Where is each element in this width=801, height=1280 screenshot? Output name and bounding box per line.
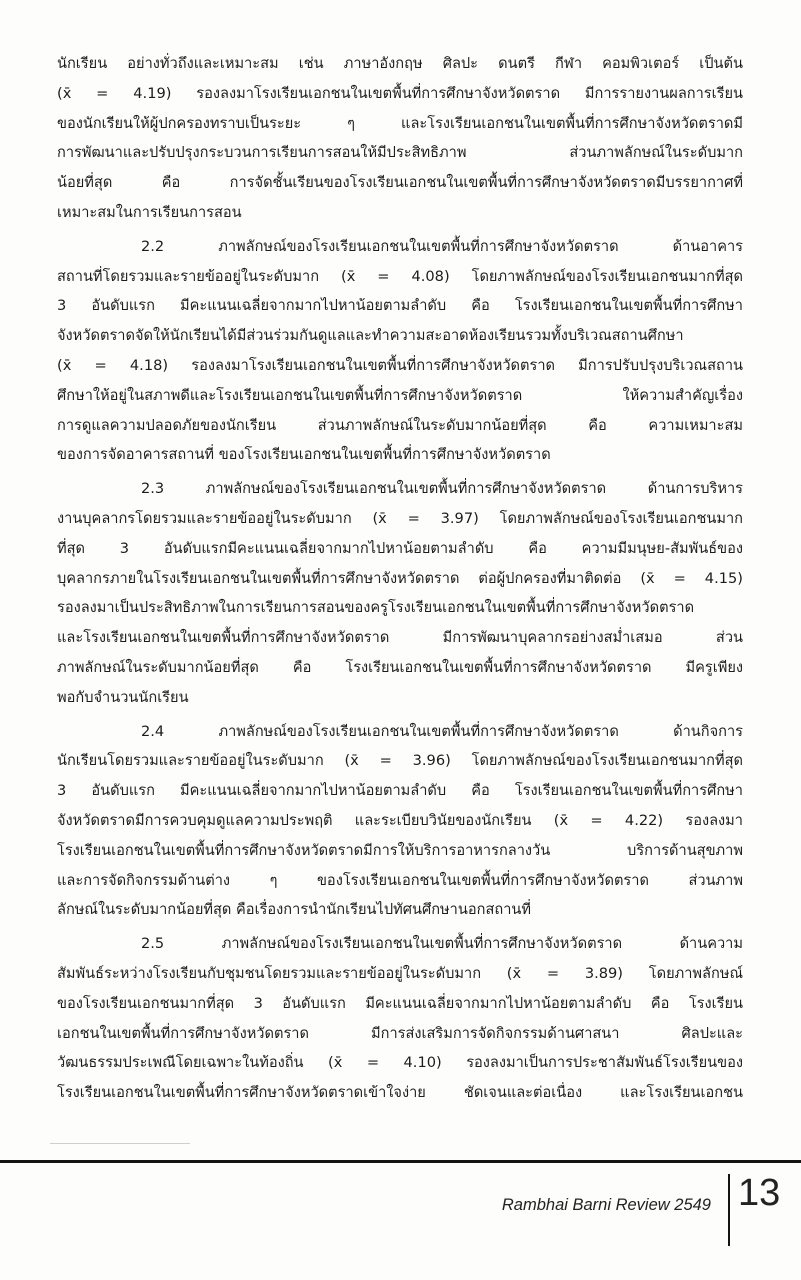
body-line: การพัฒนาและปรับปรุงกระบวนการเรียนการสอนให้มีประสิทธิภาพ ส่วนภาพลักษณ์ในระดับมาก: [57, 144, 743, 162]
body-line: สัมพันธ์ระหว่างโรงเรียนกับชุมชนโดยรวมและรายข้ออยู่ในระดับมาก (x̄ = 3.89) โดยภาพลักษณ์: [57, 964, 743, 982]
body-text: [57, 49, 743, 1108]
body-line: และโรงเรียนเอกชนในเขตพื้นที่การศึกษาจังหวัดตราด มีการพัฒนาบุคลากรอย่างสม่ำเสมอ ส่วน: [57, 629, 743, 647]
footer-divider: [728, 1174, 730, 1246]
body-line: โรงเรียนเอกชนในเขตพื้นที่การศึกษาจังหวัดตราดมีการให้บริการอาหารกลางวัน บริการด้านสุขภาพ: [57, 841, 743, 859]
scan-mark: [50, 1143, 190, 1144]
section-heading-2-2: 2.2 ภาพลักษณ์ของโรงเรียนเอกชนในเขตพื้นที่การศึกษาจังหวัดตราด ด้านอาคาร: [141, 237, 743, 255]
body-line: รองลงมาเป็นประสิทธิภาพในการเรียนการสอนของครูโรงเรียนเอกชนในเขตพื้นที่การศึกษาจังหวัดตราด: [57, 599, 695, 617]
body-line: นักเรียนโดยรวมและรายข้ออยู่ในระดับมาก (x̄ = 3.96) โดยภาพลักษณ์ของโรงเรียนเอกชนมากที่สุด: [57, 752, 743, 770]
body-line: (x̄ = 4.19) รองลงมาโรงเรียนเอกชนในเขตพื้นที่การศึกษาจังหวัดตราด มีการรายงานผลการเรียน: [57, 84, 743, 102]
body-line: นักเรียน อย่างทั่วถึงและเหมาะสม เช่น ภาษาอังกฤษ ศิลปะ ดนตรี กีฬา คอมพิวเตอร์ เป็นต้น: [57, 55, 743, 72]
body-line: ที่สุด 3 อันดับแรกมีคะแนนเฉลี่ยจากมากไปหาน้อยตามลำดับ คือ ความมีมนุษย-สัมพันธ์ของ: [57, 539, 743, 557]
body-line: เหมาะสมในการเรียนการสอน: [57, 203, 242, 221]
body-line: จังหวัดตราดมีการควบคุมดูแลความประพฤติ และระเบียบวินัยของนักเรียน (x̄ = 4.22) รองลงมา: [57, 811, 743, 829]
journal-title: Rambhai Barni Review 2549: [501, 1196, 711, 1214]
body-line: ของการจัดอาคารสถานที่ ของโรงเรียนเอกชนในเขตพื้นที่การศึกษาจังหวัดตราด: [57, 446, 551, 464]
section-heading-2-4: 2.4 ภาพลักษณ์ของโรงเรียนเอกชนในเขตพื้นที่การศึกษาจังหวัดตราด ด้านกิจการ: [141, 722, 743, 740]
body-line: งานบุคลากรโดยรวมและรายข้ออยู่ในระดับมาก (x̄ = 3.97) โดยภาพลักษณ์ของโรงเรียนเอกชนมาก: [57, 509, 743, 527]
body-line: ของนักเรียนให้ผู้ปกครองทราบเป็นระยะ ๆ และโรงเรียนเอกชนในเขตพื้นที่การศึกษาจังหวัดตราดมี: [57, 114, 743, 132]
body-line: การดูแลความปลอดภัยของนักเรียน ส่วนภาพลักษณ์ในระดับมากน้อยที่สุด คือ ความเหมาะสม: [57, 416, 743, 434]
body-line: 3 อันดับแรก มีคะแนนเฉลี่ยจากมากไปหาน้อยตามลำดับ คือ โรงเรียนเอกชนในเขตพื้นที่การศึกษา: [57, 297, 743, 315]
body-line: บุคลากรภายในโรงเรียนเอกชนในเขตพื้นที่การศึกษาจังหวัดตราด ต่อผู้ปกครองที่มาติดต่อ (x̄ = 4.15): [57, 569, 743, 587]
body-line: วัฒนธรรมประเพณีโดยเฉพาะในท้องถิ่น (x̄ = 4.10) รองลงมาเป็นการประชาสัมพันธ์โรงเรียนของ: [57, 1054, 743, 1072]
body-line: น้อยที่สุด คือ การจัดชั้นเรียนของโรงเรียนเอกชนในเขตพื้นที่การศึกษาจังหวัดตราดมีบรรยากาศที่: [57, 174, 743, 192]
body-line: (x̄ = 4.18) รองลงมาโรงเรียนเอกชนในเขตพื้นที่การศึกษาจังหวัดตราด มีการปรับปรุงบริเวณสถาน: [57, 356, 743, 374]
body-line: โรงเรียนเอกชนในเขตพื้นที่การศึกษาจังหวัดตราดเข้าใจง่าย ชัดเจนและต่อเนื่อง และโรงเรียนเอกชน: [57, 1084, 743, 1102]
body-line: พอกับจำนวนนักเรียน: [57, 688, 189, 706]
body-line: สถานที่โดยรวมและรายข้ออยู่ในระดับมาก (x̄ = 4.08) โดยภาพลักษณ์ของโรงเรียนเอกชนมากที่สุด: [57, 267, 743, 285]
body-line: ภาพลักษณ์ในระดับมากน้อยที่สุด คือ โรงเรียนเอกชนในเขตพื้นที่การศึกษาจังหวัดตราด มีครูเพียง: [57, 658, 743, 676]
section-heading-2-5: 2.5 ภาพลักษณ์ของโรงเรียนเอกชนในเขตพื้นที่การศึกษาจังหวัดตราด ด้านความ: [141, 935, 743, 953]
footer-rule: [0, 1160, 801, 1163]
body-line: เอกชนในเขตพื้นที่การศึกษาจังหวัดตราด มีการส่งเสริมการจัดกิจกรรมด้านศาสนา ศิลปะและ: [57, 1024, 743, 1042]
body-line: 3 อันดับแรก มีคะแนนเฉลี่ยจากมากไปหาน้อยตามลำดับ คือ โรงเรียนเอกชนในเขตพื้นที่การศึกษา: [57, 782, 743, 800]
body-line: ศึกษาให้อยู่ในสภาพดีและโรงเรียนเอกชนในเขตพื้นที่การศึกษาจังหวัดตราด ให้ความสำคัญเรื่อง: [57, 386, 743, 404]
body-line: และการจัดกิจกรรมด้านต่าง ๆ ของโรงเรียนเอกชนในเขตพื้นที่การศึกษาจังหวัดตราด ส่วนภาพ: [57, 871, 743, 889]
body-line: จังหวัดตราดจัดให้นักเรียนได้มีส่วนร่วมกันดูแลและทำความสะอาดห้องเรียนรวมทั้งบริเวณสถานศึกษา: [57, 327, 684, 345]
section-heading-2-3: 2.3 ภาพลักษณ์ของโรงเรียนเอกชนในเขตพื้นที่การศึกษาจังหวัดตราด ด้านการบริหาร: [141, 480, 743, 498]
body-line: ลักษณ์ในระดับมากน้อยที่สุด คือเรื่องการนำนักเรียนไปทัศนศึกษานอกสถานที่: [57, 901, 531, 919]
body-line: ของโรงเรียนเอกชนมากที่สุด 3 อันดับแรก มีคะแนนเฉลี่ยจากมากไปหาน้อยตามลำดับ คือ โรงเรียน: [57, 994, 743, 1012]
page-number: 13: [738, 1172, 781, 1214]
